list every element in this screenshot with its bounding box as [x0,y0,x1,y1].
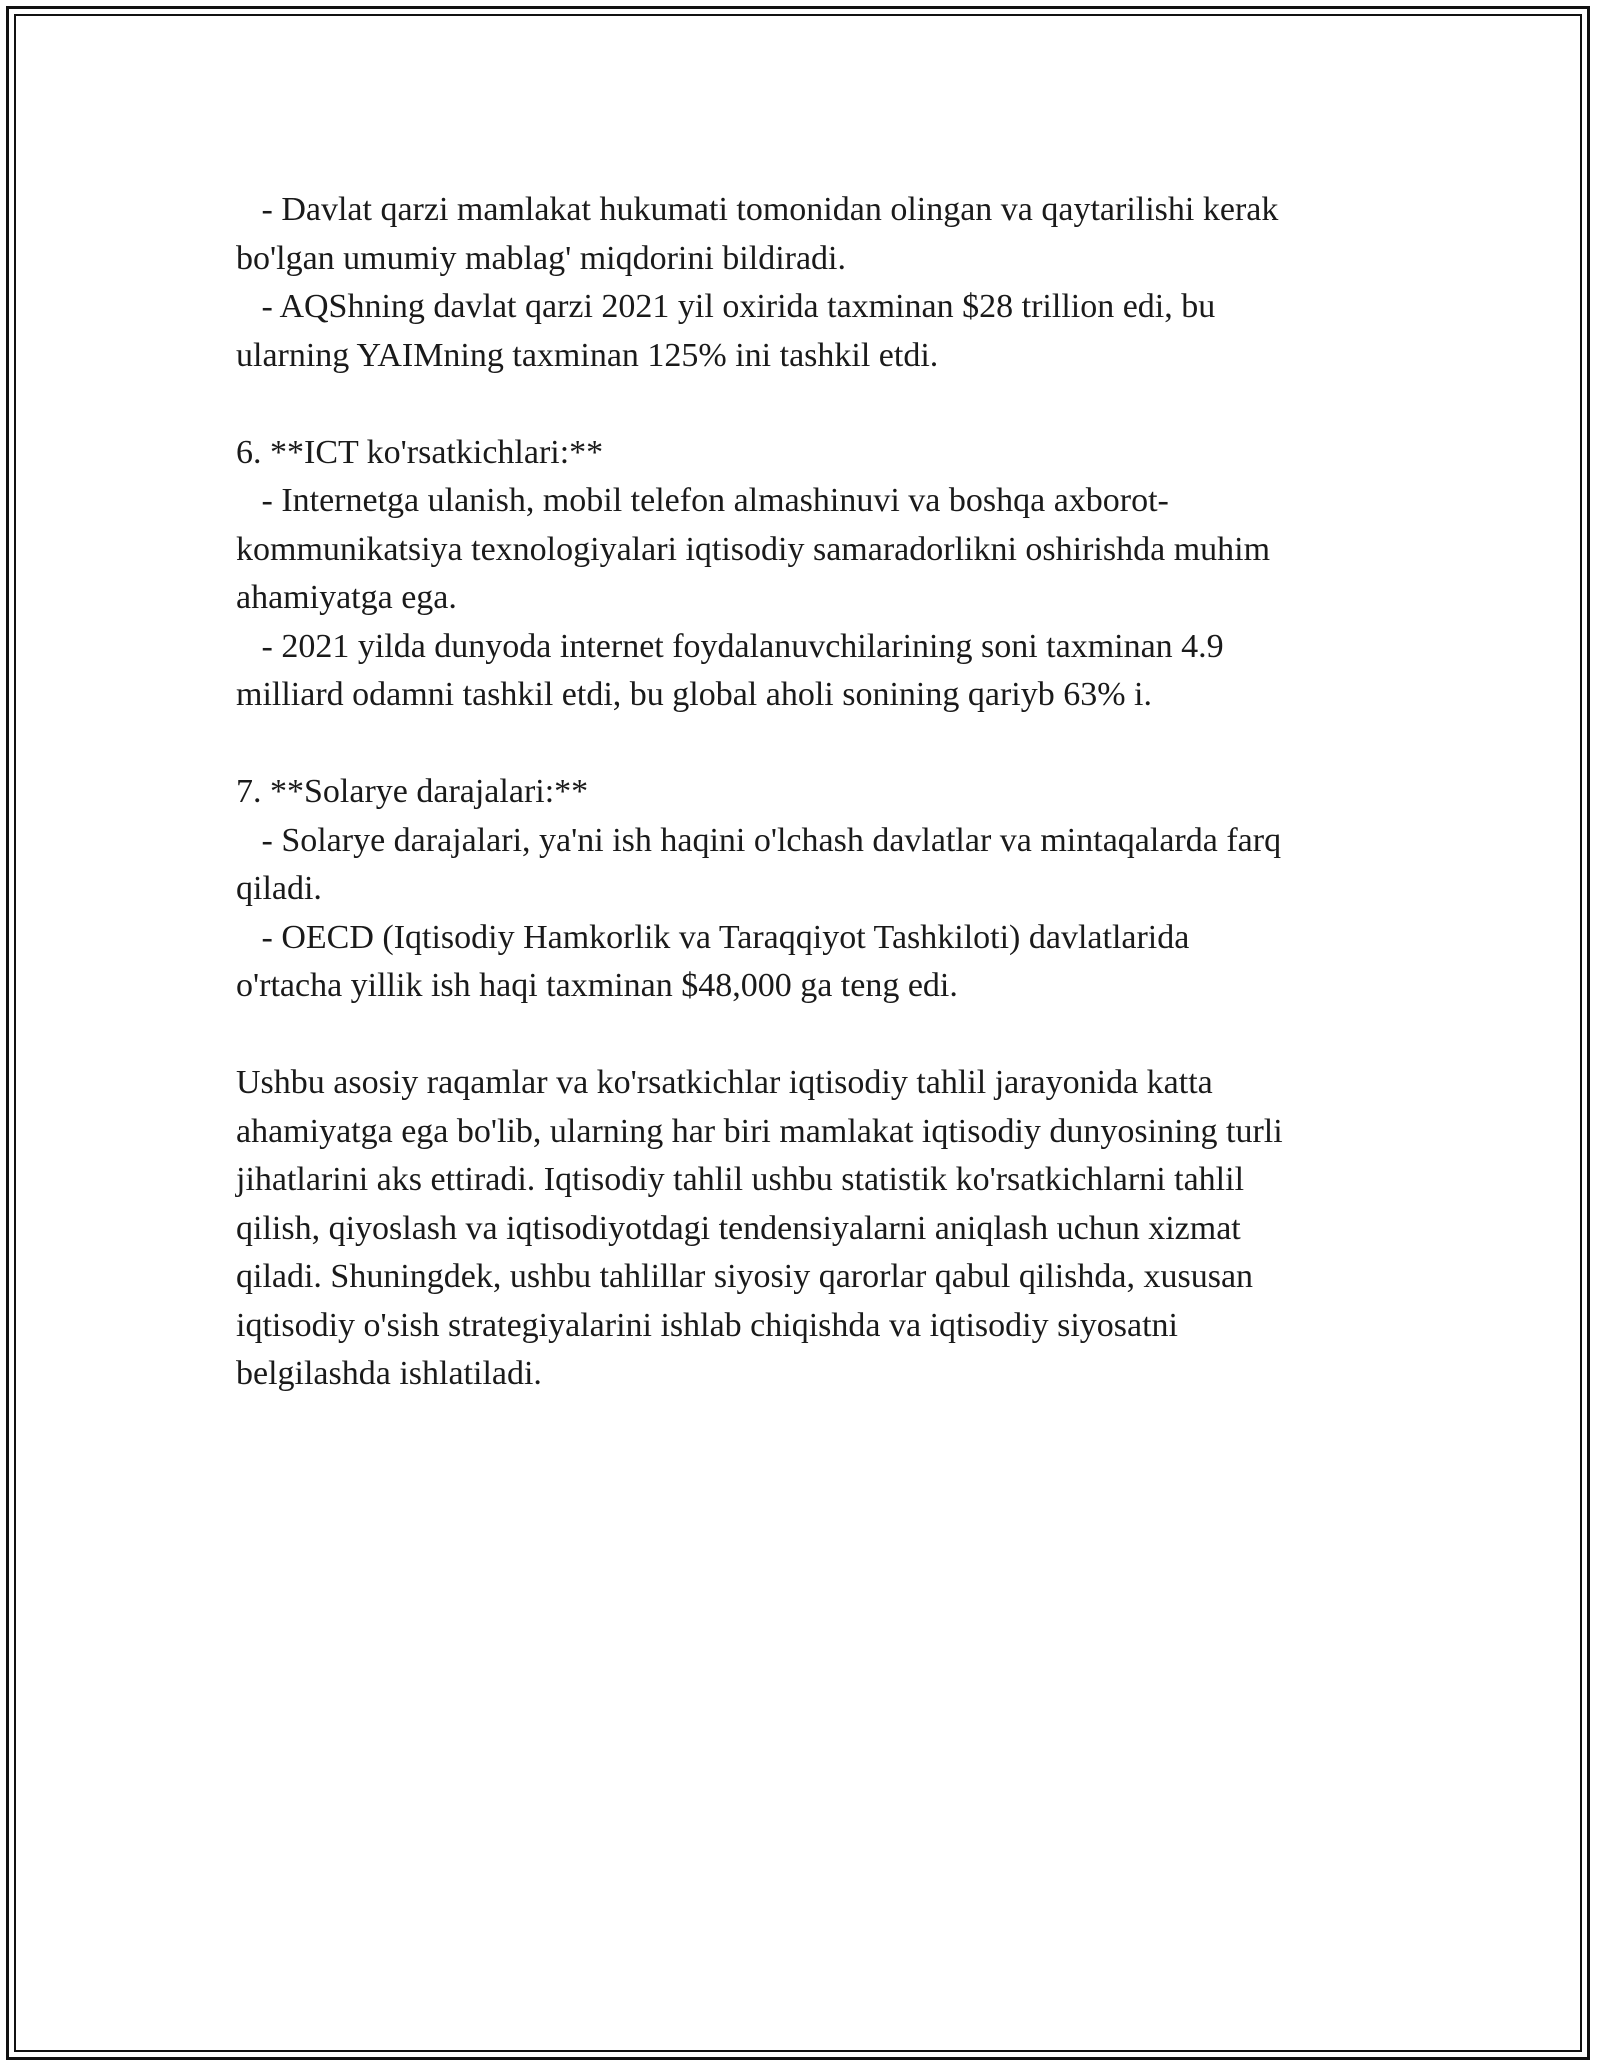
text-line: jihatlarini aks ettiradi. Iqtisodiy tahlil ushbu statistik ko'rsatkichlarni tahlil [236,1161,1245,1198]
text-line: ahamiyatga ega bo'lib, ularning har biri mamlakat iqtisodiy dunyosining turli [236,1112,1283,1150]
text-line: Ushbu asosiy raqamlar va ko'rsatkichlar iqtisodiy tahlil jarayonida katta [236,1064,1213,1101]
text-line: - AQShning davlat qarzi 2021 yil oxirida taxminan $28 trillion edi, bu [236,288,1216,325]
text-line: ahamiyatga ega. [236,579,457,616]
text-line: belgilashda ishlatiladi. [236,1355,542,1392]
text-line: kommunikatsiya texnologiyalari iqtisodiy samaradorlikni oshirishda muhim [236,530,1271,568]
text-line: - OECD (Iqtisodiy Hamkorlik va Taraqqiyot Tashkiloti) davlatlarida [236,918,1190,956]
section-7 [236,768,1376,1011]
paragraph-gap [236,380,1376,429]
text-line: qiladi. Shuningdek, ushbu tahlillar siyosiy qarorlar qabul qilishda, xususan [236,1258,1254,1295]
text-line: - 2021 yilda dunyoda internet foydalanuvchilarining soni taxminan 4.9 [236,627,1224,665]
text-line: milliard odamni tashkil etdi, bu global aholi sonining qariyb 63% i. [236,676,1152,713]
section-heading: 7. **Solarye darajalari:** [236,773,589,810]
text-line: ularning YAIMning taxminan 125% ini tashkil etdi. [236,336,939,374]
section-6 [236,429,1376,720]
text-line: - Internetga ulanish, mobil telefon almashinuvi va boshqa axborot- [236,482,1169,519]
paragraph-gap [236,720,1376,769]
text-line: qilish, qiyoslash va iqtisodiyotdagi tendensiyalarni aniqlash uchun xizmat [236,1209,1241,1247]
text-line: - Davlat qarzi mamlakat hukumati tomonidan olingan va qaytarilishi kerak [236,191,1279,228]
debt-bullet-2 [236,283,1376,380]
text-line: qiladi. [236,870,322,907]
text-line: bo'lgan umumiy mablag' miqdorini bildiradi. [236,239,847,277]
debt-bullet-1 [236,186,1376,283]
text-line: o'rtacha yillik ish haqi taxminan $48,000 ga teng edi. [236,967,958,1004]
paragraph-gap [236,1011,1376,1060]
document-body [236,186,1376,1399]
text-line: - Solarye darajalari, ya'ni ish haqini o'lchash davlatlar va mintaqalarda farq [236,821,1282,859]
conclusion-paragraph [236,1059,1376,1399]
section-heading: 6. **ICT ko'rsatkichlari:** [236,433,604,471]
text-line: iqtisodiy o'sish strategiyalarini ishlab chiqishda va iqtisodiy siyosatni [236,1306,1178,1344]
